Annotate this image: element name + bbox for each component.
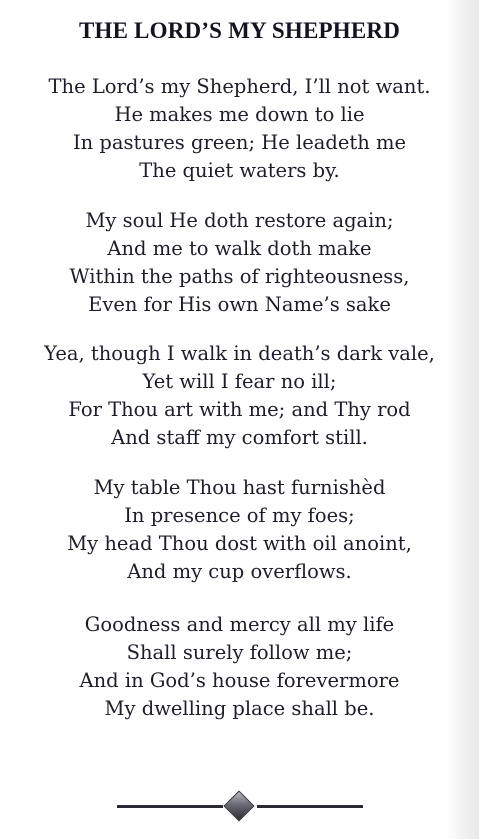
stanza-line: He makes me down to lie	[114, 103, 365, 126]
stanza-4	[0, 474, 479, 586]
stanza-line: In pastures green; He leadeth me	[72, 131, 407, 154]
diamond-icon	[223, 790, 254, 821]
stanza-line: The Lord’s my Shepherd, I’ll not want.	[48, 75, 431, 98]
stanza-3	[0, 340, 479, 452]
stanza-5	[0, 611, 479, 723]
stanza-line: My head Thou dost with oil anoint,	[67, 532, 412, 555]
stanza-line: Yea, though I walk in death’s dark vale,	[44, 342, 435, 365]
stanza-line: And my cup overflows.	[127, 560, 352, 583]
divider-rule-left	[117, 805, 223, 808]
stanza-1	[0, 73, 479, 185]
stanza-line: For Thou art with me; and Thy rod	[68, 398, 411, 421]
diamond-divider-icon	[117, 792, 363, 822]
stanza-line: And me to walk doth make	[107, 237, 372, 260]
stanza-line: In presence of my foes;	[124, 504, 355, 527]
stanza-line: And in God’s house forevermore	[79, 669, 400, 692]
stanza-line: Within the paths of righteousness,	[69, 265, 410, 288]
stanza-line: My soul He doth restore again;	[85, 209, 394, 232]
page-title: THE LORD’S MY SHEPHERD	[78, 18, 401, 43]
stanza-line: Yet will I fear no ill;	[142, 370, 337, 393]
stanza-line: The quiet waters by.	[139, 159, 340, 182]
stanza-2	[0, 207, 479, 319]
stanza-line: My dwelling place shall be.	[104, 697, 375, 720]
stanza-line: My table Thou hast furnishèd	[93, 476, 386, 499]
stanza-line: Goodness and mercy all my life	[84, 613, 395, 636]
stanza-line: Even for His own Name’s sake	[88, 293, 391, 316]
stanza-line: And staff my comfort still.	[111, 426, 368, 449]
divider-rule-right	[257, 805, 363, 808]
stanza-line: Shall surely follow me;	[126, 641, 353, 664]
